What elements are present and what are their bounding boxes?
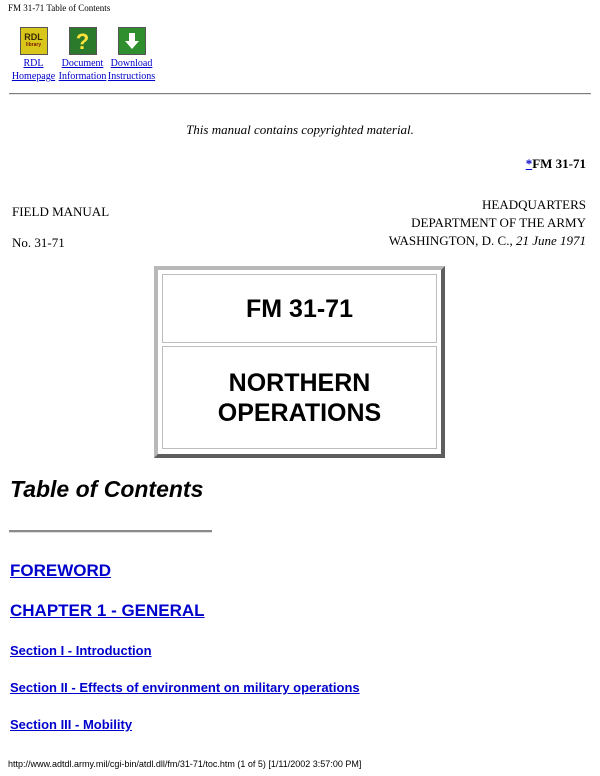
question-mark-icon[interactable] (69, 27, 97, 55)
download-arrow-svg (124, 32, 140, 50)
field-manual-block (12, 196, 109, 258)
headquarters-block (389, 196, 586, 250)
rdl-logo-icon[interactable] (20, 27, 48, 55)
browser-page-footer: http://www.adtdl.army.mil/cgi-bin/atdl.dll/fm/31-71/toc.htm (1 of 5) [1/11/2002 3:57:00 PM] (8, 759, 362, 769)
rdl-link-line2[interactable]: Homepage (11, 71, 56, 82)
title-number-cell (162, 274, 437, 343)
copyright-notice: This manual contains copyrighted material. (186, 122, 414, 137)
toc-heading: Table of Contents (10, 476, 204, 502)
field-manual-number: No. 31-71 (12, 235, 65, 250)
manual-number-title: FM 31-71 (246, 294, 353, 323)
location-date (389, 232, 586, 250)
toc-link-section-1[interactable]: Section I - Introduction (10, 643, 152, 658)
publication-date: 21 June 1971 (515, 233, 586, 248)
download-link-line2[interactable]: Instructions (107, 71, 156, 82)
manual-title-line1: NORTHERN (228, 368, 371, 397)
field-manual-label: FIELD MANUAL (12, 204, 110, 219)
nav-download-instructions[interactable] (107, 27, 156, 83)
location-text: WASHINGTON, D. C., (388, 233, 516, 248)
fm-number-text: FM 31-71 (532, 156, 586, 171)
title-name-cell (162, 346, 437, 449)
question-mark-glyph: ? (75, 28, 90, 54)
title-box (154, 266, 445, 458)
toc-divider (9, 530, 212, 533)
rdl-logo-subtext: library (25, 42, 42, 48)
toc-link-section-3[interactable]: Section III - Mobility (10, 717, 133, 732)
toc-link-foreword[interactable]: FOREWORD (10, 561, 112, 580)
top-divider (9, 93, 591, 95)
manual-title-line2: OPERATIONS (217, 398, 382, 427)
nav-rdl-homepage[interactable] (9, 27, 58, 83)
department-label: DEPARTMENT OF THE ARMY (411, 215, 586, 230)
toc-link-section-2[interactable]: Section II - Effects of environment on military operations (10, 680, 360, 695)
doc-info-link-line2[interactable]: Information (58, 71, 107, 82)
rdl-logo-text: RDL (24, 32, 43, 42)
toc-link-chapter-1[interactable]: CHAPTER 1 - GENERAL (10, 601, 205, 620)
download-link-line1[interactable]: Download (110, 58, 153, 69)
rdl-link-line1[interactable]: RDL (23, 58, 44, 69)
doc-info-link-line1[interactable]: Document (61, 58, 104, 69)
nav-document-information[interactable] (58, 27, 107, 83)
headquarters-label: HEADQUARTERS (482, 197, 586, 212)
supersession-marker-link[interactable]: * (525, 156, 533, 171)
download-arrow-icon[interactable] (118, 27, 146, 55)
fm-number (526, 156, 586, 172)
nav-bar (9, 27, 156, 83)
browser-page-header: FM 31-71 Table of Contents (8, 3, 111, 13)
